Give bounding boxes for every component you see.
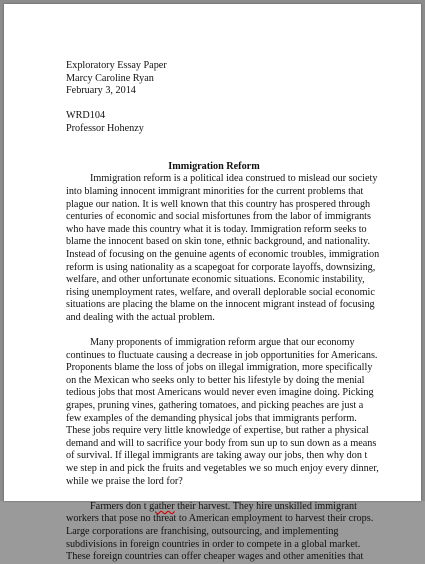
header-course: WRD104 xyxy=(66,110,106,122)
header-author: Marcy Caroline Ryan xyxy=(66,72,154,84)
paragraph-2-line: These jobs require very little knowledge of expertise, but rather a physical xyxy=(66,425,369,437)
paragraph-1-line: plague our nation. It is well known that this country has prospered through xyxy=(66,198,371,210)
paragraph-2-line: tedious jobs that most Americans would never even imagine doing. Picking xyxy=(66,387,374,399)
paragraph-3-line: workers that pose no threat to American employment to harvest their crops. xyxy=(66,513,374,525)
paragraph-1-line: welfare, and other unfortunate economic situations. Economic instability, xyxy=(66,274,365,286)
paragraph-3-line: Farmers don t gather their harvest. They hire unskilled immigrant xyxy=(90,500,357,512)
paragraph-2 xyxy=(66,337,379,488)
header-essay-type: Exploratory Essay Paper xyxy=(66,60,167,71)
header-professor: Professor Hohenzy xyxy=(66,122,144,134)
paragraph-1-line: reform is using nationality as a scapegoat for corporate layoffs, downsizing, xyxy=(66,261,376,273)
paragraph-1-line: and dealing with the actual problem. xyxy=(66,311,215,323)
essay-title: Immigration Reform xyxy=(168,160,260,172)
paragraph-2-line: few examples of the demanding physical jobs that immigrants perform. xyxy=(66,412,357,424)
paragraph-1-line: who have made this country what it is today. Immigration reform seeks to xyxy=(66,223,367,235)
paragraph-3-line: These foreign countries can offer cheaper wages and other amenities that xyxy=(66,551,364,563)
paragraph-2-line: Many proponents of immigration reform argue that our economy xyxy=(90,337,355,349)
paragraph-2-line: of survival. If illegal immigrants are taking away our jobs, then why don t xyxy=(66,450,368,462)
document-page xyxy=(4,4,421,563)
paragraph-1-line: centuries of economic and social misfortunes from the labor of immigrants xyxy=(66,211,371,223)
paragraph-2-line: demand and will to sacrifice your body from sun up to sun down as a means xyxy=(66,437,377,449)
paragraph-3 xyxy=(66,500,374,564)
document-body xyxy=(66,60,380,564)
paragraph-3-line: Large corporations are franchising, outsourcing, and implementing xyxy=(66,525,339,537)
paragraph-2-line: Proponents blame the loss of jobs on illegal immigration, more specifically xyxy=(66,362,373,374)
paragraph-2-line: we step in and pick the fruits and vegetables we so much enjoy every dinner, xyxy=(66,463,379,474)
paragraph-1-line: Immigration reform is a political idea construed to mislead our society xyxy=(90,173,378,185)
spellcheck-flagged-word[interactable]: gather xyxy=(149,500,175,512)
paragraph-2-line: on the Mexican who seeks only to better his lifestyle by doing the menial xyxy=(66,374,365,386)
paragraph-2-line: while we praise the lord for? xyxy=(66,475,183,487)
paragraph-1-line: blame the innocent based on skin tone, ethnic background, and nationality. xyxy=(66,236,371,248)
paragraph-1-line: situations are placing the blame on the innocent migrant instead of focusing xyxy=(66,299,375,311)
paragraph-1-line: Instead of focusing on the genuine agents of economic troubles, immigration xyxy=(66,248,380,260)
paragraph-1-line: rising unemployment rates, welfare, and overall deplorable social economic xyxy=(66,286,375,298)
paragraph-1-line: into blaming innocent immigrant minorities for the current problems that xyxy=(66,185,364,197)
header-date: February 3, 2014 xyxy=(66,85,136,97)
paragraph-2-line: grapes, pruning vines, gathering tomatoes, and picking peaches are just a xyxy=(66,400,364,412)
paragraph-1 xyxy=(66,173,380,324)
paragraph-3-line: subdivisions in foreign countries in order to compete in a global market. xyxy=(66,538,361,550)
paragraph-2-line: continues to fluctuate causing a decrease in job opportunities for Americans. xyxy=(66,349,378,361)
